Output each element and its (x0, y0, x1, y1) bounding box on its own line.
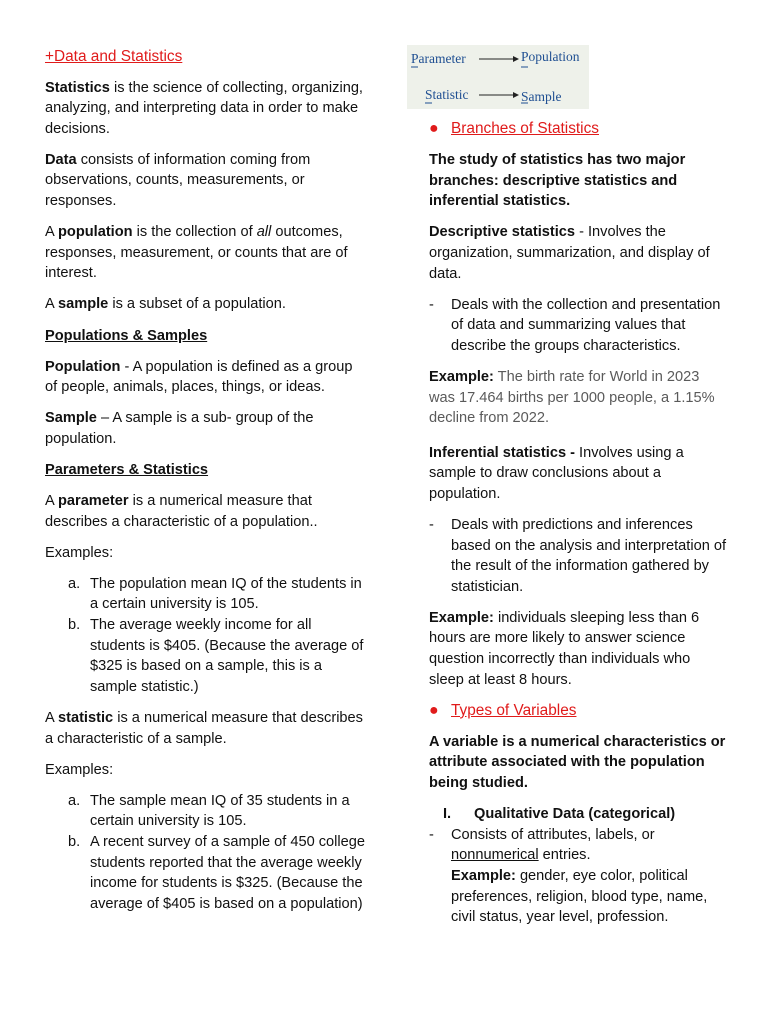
diagram-parameter: Parameter (411, 51, 466, 66)
qualitative-nonnumerical: nonnumerical (451, 847, 539, 864)
inferential-definition (429, 443, 729, 505)
statistic-definition (45, 708, 367, 749)
parameters-statistics-heading-text: Parameters & Statistics (45, 462, 209, 478)
list-item-text: The average weekly income for all students is $405. (Because the average of $325 is based on a sample, this is a sample statistic.) (90, 617, 364, 695)
sample-group-def: – A sample is a sub- group of the population. (45, 410, 314, 447)
list-item (68, 791, 367, 832)
roman-marker: I. (443, 806, 452, 823)
inferential-def: Involves using a sample to draw conclusions about a population. (429, 444, 684, 502)
sample-group-term: Sample (45, 410, 97, 427)
branches-heading-text: Branches of Statistics (451, 120, 599, 137)
descriptive-example (429, 367, 729, 429)
data-def-text: consists of information coming from observations, counts, measurements, or responses. (45, 151, 311, 210)
parameter-examples-list (45, 574, 367, 698)
sample-group-definition (45, 408, 367, 449)
types-heading (429, 701, 729, 722)
list-item (68, 615, 367, 697)
sample-pre: A (45, 296, 58, 313)
descriptive-point-text: Deals with the collection and presentation of data and summarizing values that describe the groups characteristics. (451, 296, 721, 354)
inferential-term: Inferential statistics - (429, 444, 575, 461)
diagram-arrows (407, 45, 589, 109)
list-marker: a. (68, 575, 81, 592)
dash-marker: - (429, 826, 434, 843)
diagram-population: Population (521, 49, 580, 64)
parameter-post: is a numerical measure that describes a characteristic of a population.. (45, 493, 318, 530)
population-mid: is the collection of (132, 224, 257, 241)
bullet-icon: ● (429, 120, 439, 137)
right-column (411, 45, 729, 928)
list-item (68, 832, 367, 914)
list-marker: b. (68, 833, 81, 850)
parameter-statistic-diagram (407, 45, 589, 109)
qualitative-heading (429, 804, 729, 825)
arrow-head-2 (513, 92, 519, 98)
population-group-definition (45, 357, 367, 398)
qualitative-example (451, 866, 729, 928)
statistics-definition (45, 78, 367, 140)
inferential-point (429, 515, 729, 597)
parameters-statistics-heading (45, 460, 367, 481)
list-marker: b. (68, 617, 81, 634)
population-term: population (57, 224, 133, 241)
population-post: outcomes, responses, measurement, or counts that are of interest. (45, 224, 348, 282)
parameter-term: parameter (57, 493, 129, 510)
diagram-sample: Sample (521, 89, 562, 104)
list-item (68, 574, 367, 615)
population-group-term: Population (45, 358, 121, 375)
list-item-text: A recent survey of a sample of 450 college students reported that the average weekly income for students is $325. (Because the average of $405 is based on a population) (90, 833, 366, 912)
sample-post: is a subset of a population. (108, 296, 286, 313)
qualitative-heading-text: Qualitative Data (categorical) (474, 806, 676, 823)
example-label: Example: (429, 609, 494, 626)
parameter-pre: A (45, 493, 58, 510)
list-item-text: The sample mean IQ of 35 students in a certain university is 105. (90, 792, 350, 830)
qualitative-description (451, 825, 729, 866)
dash-marker: - (429, 296, 434, 313)
example-label: Example: (429, 368, 494, 385)
populations-samples-heading (45, 326, 367, 347)
inferential-point-text: Deals with predictions and inferences based on the analysis and interpretation of the result of the information gathered by statistician. (451, 517, 727, 595)
statistic-pre: A (45, 709, 58, 726)
descriptive-term: Descriptive statistics (429, 224, 576, 241)
descriptive-example-text: The birth rate for World in 2023 was 17.464 births per 1000 people, a 1.15% decline from 2022. (429, 368, 715, 427)
qualitative-pre: Consists of attributes, labels, or (451, 826, 655, 843)
populations-samples-heading-text: Populations & Samples (45, 327, 208, 344)
inferential-example (429, 608, 729, 690)
population-all: all (256, 224, 272, 241)
statistic-term: statistic (57, 709, 114, 726)
branches-intro-text: The study of statistics has two major branches: descriptive statistics and inferential statistics. (429, 152, 686, 210)
statistics-term: Statistics (45, 79, 110, 96)
data-term: Data (45, 151, 77, 168)
descriptive-def: - Involves the organization, summarization, and display of data. (429, 224, 710, 282)
types-heading-text: Types of Variables (451, 701, 577, 719)
bullet-icon: ● (429, 701, 439, 719)
descriptive-definition (429, 222, 729, 284)
statistics-def-text: is the science of collecting, organizing, analyzing, and interpreting data in order to make decisions. (45, 79, 363, 137)
examples-label-1: Examples: (45, 544, 114, 561)
branches-intro (429, 150, 729, 212)
population-pre: A (45, 224, 58, 241)
dash-marker: - (429, 517, 434, 533)
qualitative-example-text: gender, eye color, political preferences, religion, blood type, name, civil status, year level, profession. (451, 867, 708, 926)
variable-definition (429, 732, 729, 794)
arrow-head-1 (513, 56, 519, 62)
sample-term: sample (57, 296, 109, 313)
descriptive-point (429, 295, 729, 357)
variable-definition-text: A variable is a numerical characteristics or attribute associated with the population being studied. (429, 733, 726, 792)
statistic-examples-list (45, 791, 367, 915)
examples-label-2: Examples: (45, 761, 114, 778)
sample-definition (45, 294, 367, 315)
example-label: Example: (451, 867, 516, 884)
diagram-statistic: Statistic (425, 87, 469, 102)
population-group-def: - A population is defined as a group of people, animals, places, things, or ideas. (45, 358, 353, 396)
statistic-post: is a numerical measure that describes a characteristic of a sample. (45, 709, 363, 747)
list-marker: a. (68, 792, 81, 809)
inferential-example-text: individuals sleeping less than 6 hours are more likely to answer science question incorrectly than individuals who sleep at least 8 hours. (429, 609, 700, 688)
page-title: +Data and Statistics (45, 48, 183, 65)
branches-heading (429, 119, 729, 140)
list-item-text: The population mean IQ of the students in a certain university is 105. (90, 575, 362, 613)
left-column (45, 47, 367, 925)
data-definition (45, 150, 367, 212)
parameter-definition (45, 491, 367, 532)
population-definition (45, 222, 367, 284)
qualitative-point (429, 825, 729, 928)
qualitative-post: entries. (538, 847, 591, 864)
